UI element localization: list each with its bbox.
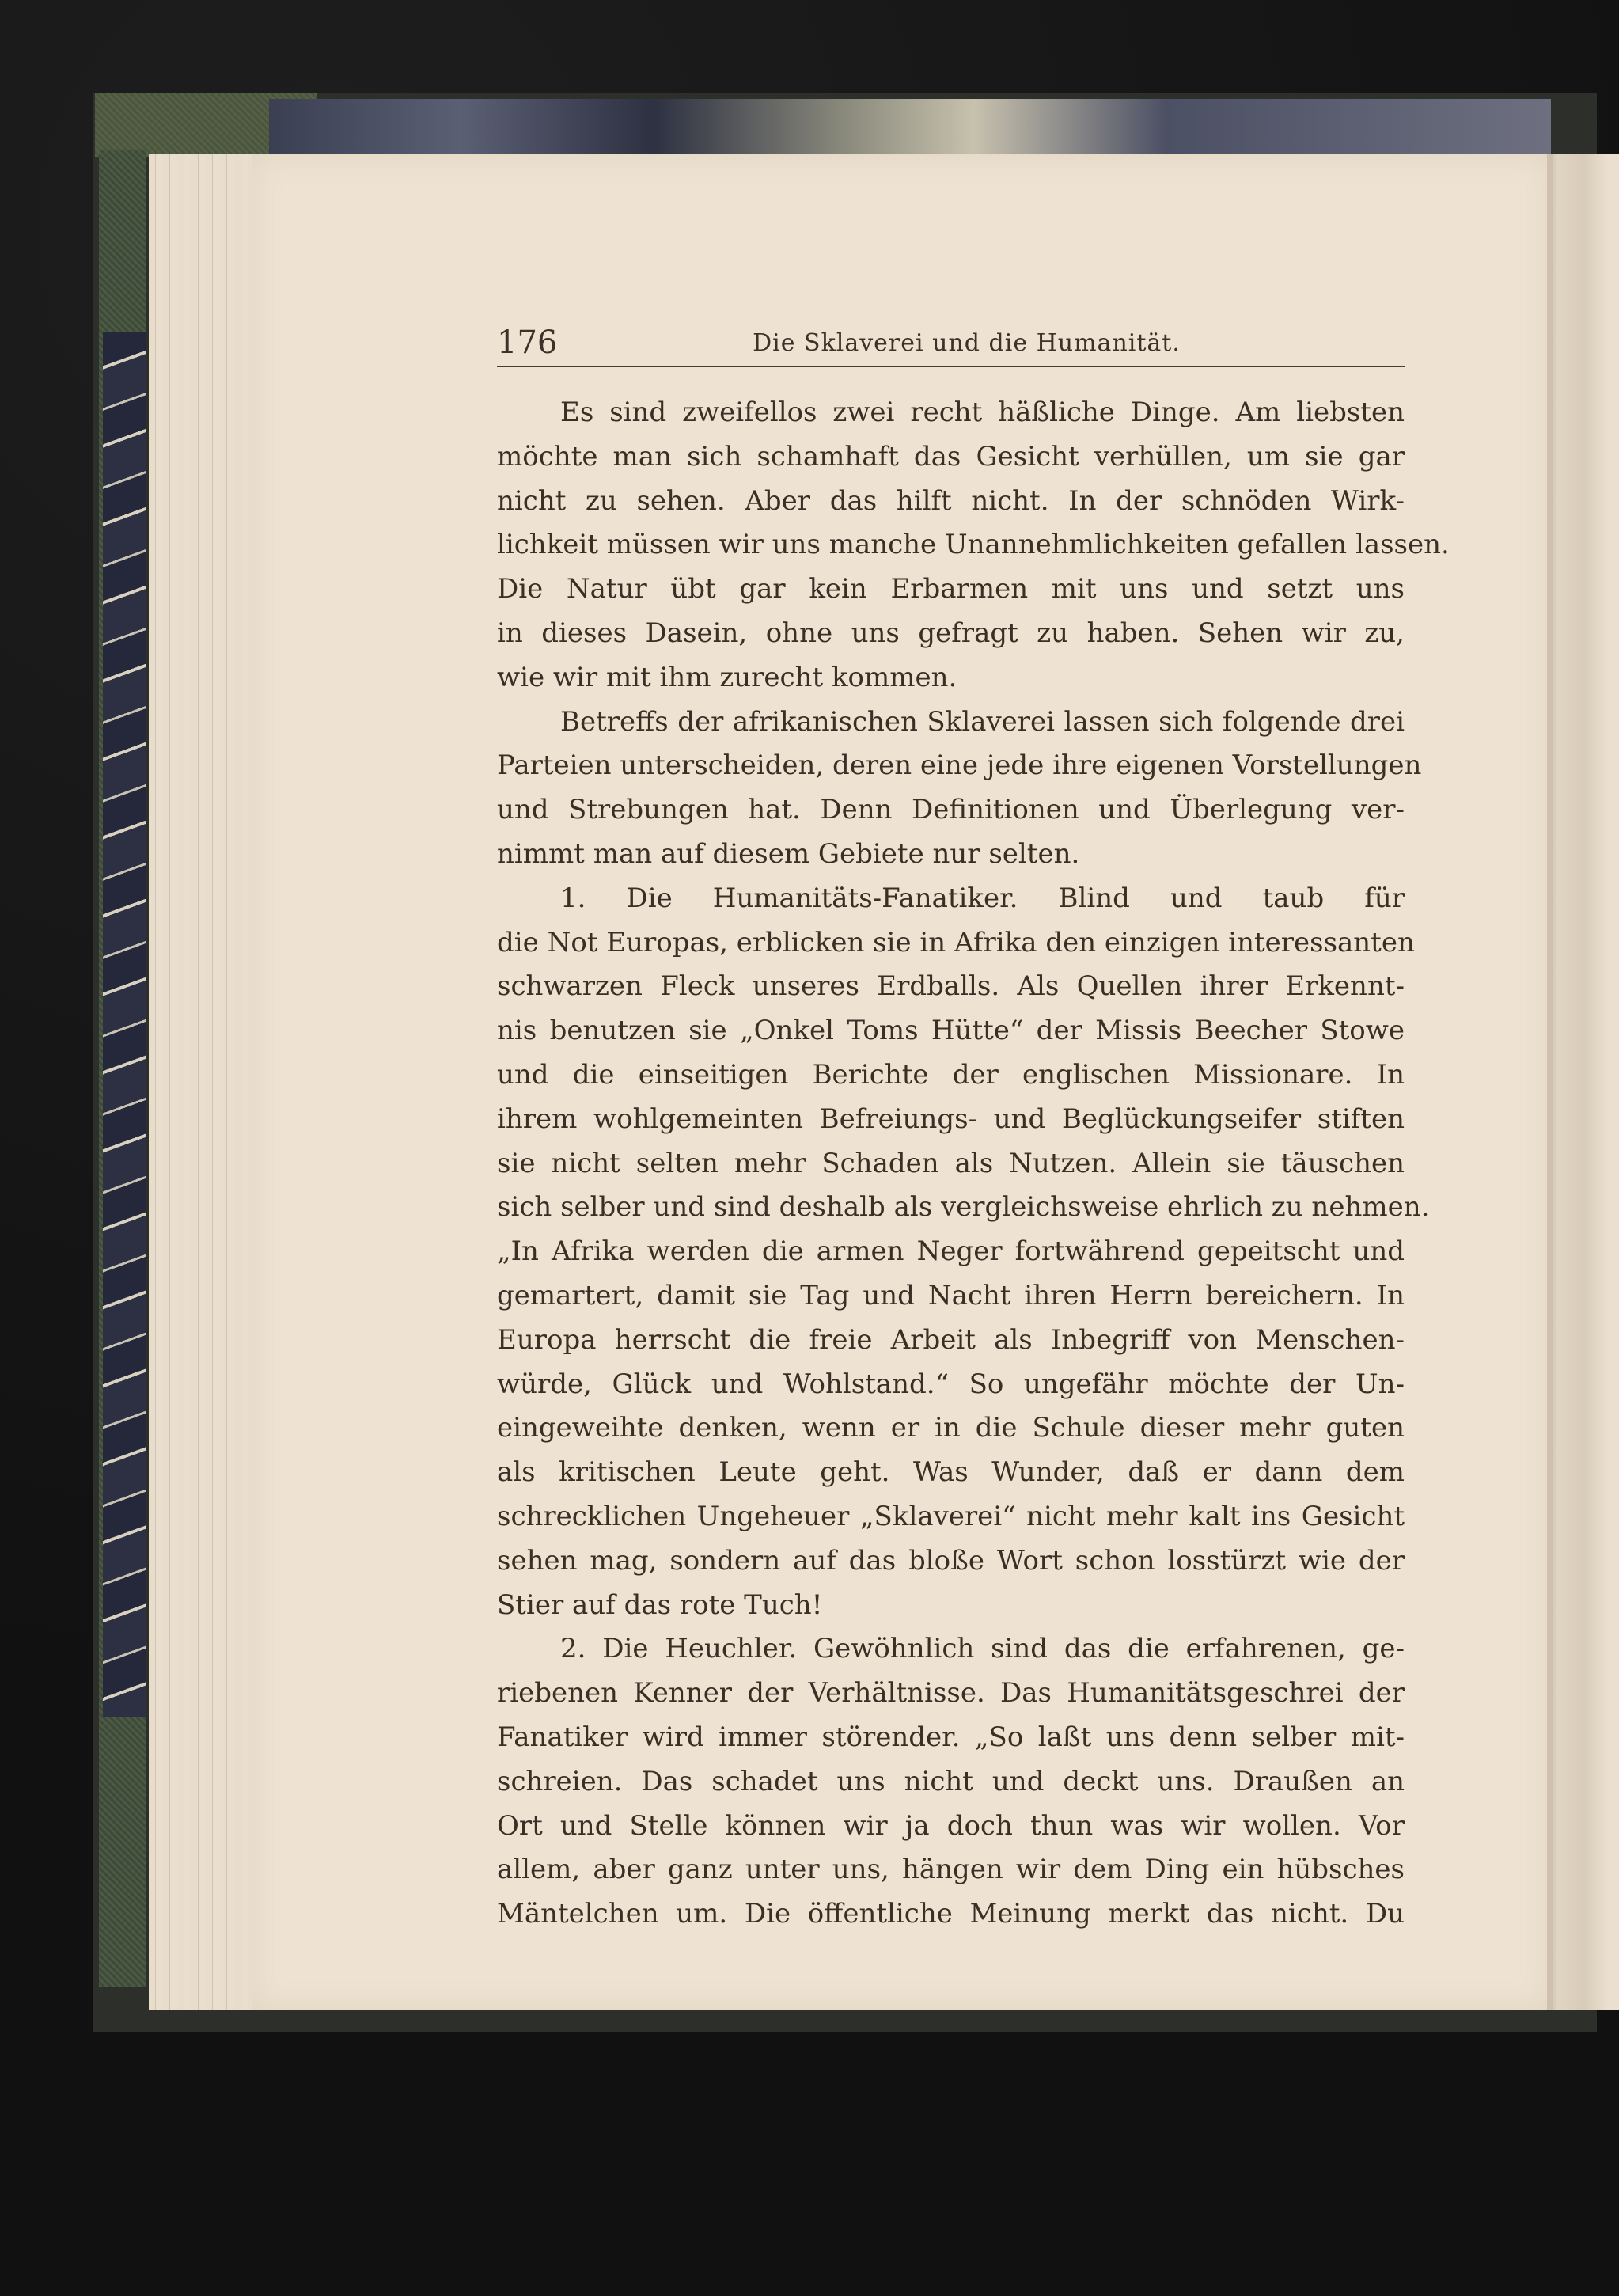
text-line: schrecklichen Ungeheuer „Sklaverei“ nicht mehr kalt ins Gesicht: [497, 1500, 1405, 1532]
text-line: Betreffs der afrikanischen Sklaverei lassen sich folgende drei: [560, 705, 1405, 738]
body-text: [497, 391, 1450, 1937]
header-rule: [497, 366, 1405, 367]
marbled-cover-left: [103, 332, 146, 1717]
text-line: Mäntelchen um. Die öffentliche Meinung merkt das nicht. Du: [497, 1898, 1405, 1930]
text-line: sich selber und sind deshalb als vergleichsweise ehrlich zu nehmen.: [497, 1191, 1430, 1224]
text-line: 2. Die Heuchler. Gewöhnlich sind das die erfahrenen, ge-: [560, 1633, 1405, 1665]
text-line: 1. Die Humanitäts-Fanatiker. Blind und taub für: [560, 882, 1405, 914]
text-line: schwarzen Fleck unseres Erdballs. Als Quellen ihrer Erkennt-: [497, 970, 1405, 1003]
text-line: Die Natur übt gar kein Erbarmen mit uns und setzt uns: [497, 573, 1405, 605]
text-line: in dieses Dasein, ohne uns gefragt zu haben. Sehen wir zu,: [497, 617, 1405, 649]
text-line: gemartert, damit sie Tag und Nacht ihren Herrn bereichern. In: [497, 1279, 1405, 1311]
text-line: nimmt man auf diesem Gebiete nur selten.: [497, 837, 1080, 870]
text-line: sie nicht selten mehr Schaden als Nutzen. Allein sie täuschen: [497, 1147, 1405, 1179]
text-line: und die einseitigen Berichte der englischen Missionare. In: [497, 1058, 1405, 1091]
text-line: Es sind zweifellos zwei recht häßliche Dinge. Am liebsten: [560, 397, 1405, 428]
text-line: ihrem wohlgemeinten Befreiungs- und Beglückungseifer stiften: [497, 1102, 1405, 1135]
text-line: würde, Glück und Wohlstand.“ So ungefähr möchte der Un-: [497, 1368, 1405, 1400]
text-line: möchte man sich schamhaft das Gesicht verhüllen, um sie gar: [497, 440, 1405, 472]
text-line: und Strebungen hat. Denn Definitionen und Überlegung ver-: [497, 794, 1405, 826]
text-line: Ort und Stelle können wir ja doch thun was wir wollen. Vor: [497, 1809, 1405, 1842]
text-line: lichkeit müssen wir uns manche Unannehmlichkeiten gefallen lassen.: [497, 529, 1450, 561]
text-line: riebenen Kenner der Verhältnisse. Das Humanitätsgeschrei der: [497, 1677, 1405, 1710]
marbled-cover-top: [269, 99, 1551, 154]
text-line: nis benutzen sie „Onkel Toms Hütte“ der Missis Beecher Stowe: [497, 1015, 1405, 1047]
text-line: nicht zu sehen. Aber das hilft nicht. In der schnöden Wirk-: [497, 484, 1405, 517]
text-line: wie wir mit ihm zurecht kommen.: [497, 661, 957, 693]
text-line: die Not Europas, erblicken sie in Afrika den einzigen interessanten: [497, 926, 1415, 958]
text-line: schreien. Das schadet uns nicht und deckt uns. Draußen an: [497, 1765, 1405, 1797]
text-line: Fanatiker wird immer störender. „So laßt uns denn selber mit-: [497, 1721, 1405, 1753]
running-head: [497, 324, 1405, 362]
text-line: Europa herrscht die freie Arbeit als Inbegriff von Menschen-: [497, 1323, 1405, 1356]
text-line: allem, aber ganz unter uns, hängen wir dem Ding ein hübsches: [497, 1854, 1405, 1886]
text-line: „In Afrika werden die armen Neger fortwährend gepeitscht und: [497, 1235, 1405, 1268]
page-edges-stack: [149, 154, 260, 2010]
text-line: sehen mag, sondern auf das bloße Wort schon losstürzt wie der: [497, 1544, 1405, 1577]
text-line: Parteien unterscheiden, deren eine jede ihre eigenen Vorstellungen: [497, 750, 1422, 782]
text-line: eingeweihte denken, wenn er in die Schule dieser mehr guten: [497, 1412, 1405, 1444]
text-line: als kritischen Leute geht. Was Wunder, daß er dann dem: [497, 1456, 1405, 1489]
running-title: Die Sklaverei und die Humanität.: [753, 329, 1181, 357]
page-number: 176: [497, 324, 558, 361]
facing-page-edge: [1553, 154, 1619, 2010]
text-line: Stier auf das rote Tuch!: [497, 1588, 823, 1621]
